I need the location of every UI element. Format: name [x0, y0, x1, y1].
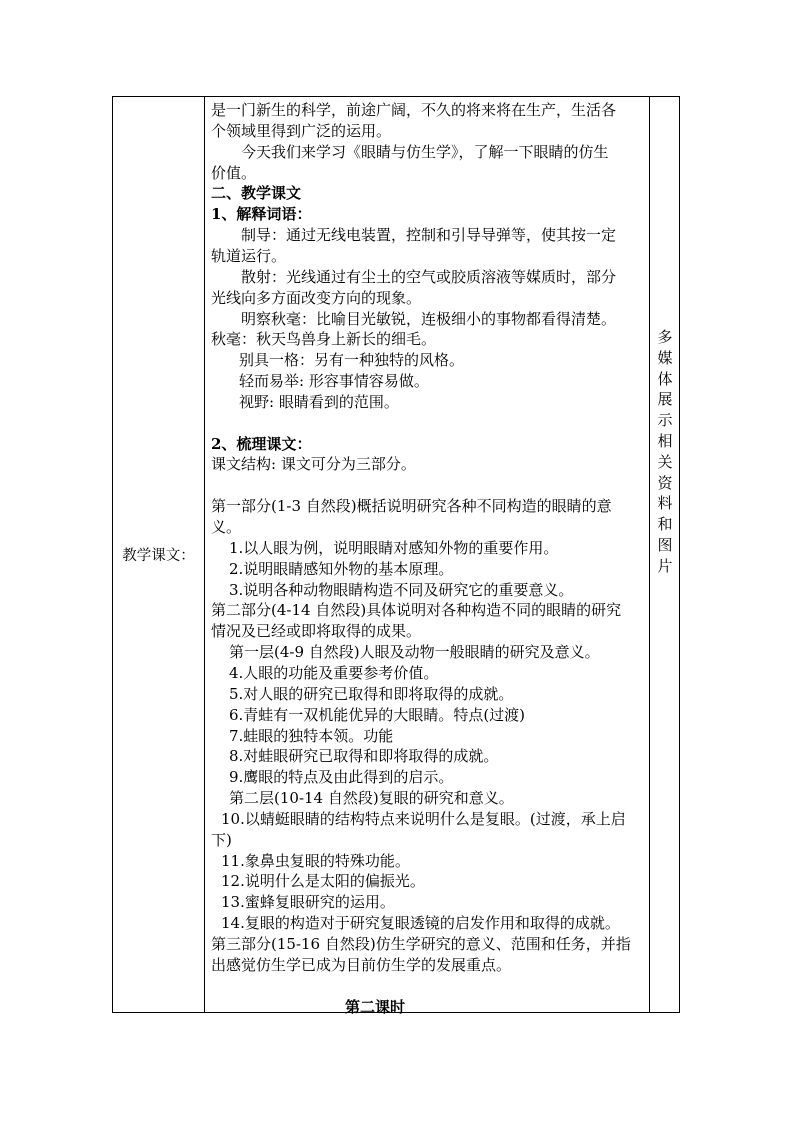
text-line: 9.鹰眼的特点及由此得到的启示。	[229, 768, 454, 787]
text-line: 6.青蛙有一双机能优异的大眼睛。特点(过渡)	[229, 705, 526, 724]
text-line: 制导：通过无线电装置，控制和引导导弹等，使其按一定	[241, 226, 617, 245]
text-line: 别具一格：另有一种独特的风格。	[239, 351, 465, 370]
text-line: 12.说明什么是太阳的偏振光。	[221, 872, 425, 891]
text-line: 1.以人眼为例，说明眼睛对感知外物的重要作用。	[229, 538, 559, 557]
text-line: 个领域里得到广泛的运用。	[211, 121, 392, 140]
text-line: 2、梳理课文：	[211, 434, 312, 453]
text-line: 价值。	[211, 163, 257, 182]
text-line: 轻而易举: 形容事情容易做。	[239, 372, 429, 391]
text-line: 视野: 眼睛看到的范围。	[239, 392, 399, 411]
text-line: 秋毫：秋天鸟兽身上新长的细毛。	[211, 330, 437, 349]
text-line: 第一部分(1-3 自然段)概括说明研究各种不同构造的眼睛的意	[211, 497, 612, 516]
text-line: 3.说明各种动物眼睛构造不同及研究它的重要意义。	[229, 580, 574, 599]
side-note-char: 料	[657, 494, 673, 513]
text-line: 4.人眼的功能及重要参考价值。	[229, 663, 439, 682]
column-divider	[204, 97, 205, 1012]
text-line: 14.复眼的构造对于研究复眼透镜的启发作用和取得的成就。	[221, 914, 620, 933]
text-line: 情况及已经或即将取得的成果。	[211, 622, 422, 641]
text-line: 出感觉仿生学已成为目前仿生学的发展重点。	[211, 955, 512, 974]
side-note-char: 图	[657, 536, 673, 554]
text-line: 课文结构: 课文可分为三部分。	[211, 455, 416, 474]
text-line: 今天我们来学习《眼睛与仿生学》，了解一下眼睛的仿生	[241, 142, 609, 161]
side-note-char: 媒	[657, 348, 673, 367]
text-line: 第二层(10-14 自然段)复眼的研究和意义。	[229, 789, 514, 808]
text-line: 轨道运行。	[211, 246, 287, 265]
text-line: 11.象鼻虫复眼的特殊功能。	[221, 851, 410, 870]
side-note-char: 体	[657, 369, 673, 388]
text-line: 光线向多方面改变方向的现象。	[211, 288, 422, 307]
text-line: 10.以蜻蜓眼睛的结构特点来说明什么是复眼。(过渡，承上启	[221, 809, 626, 828]
text-line: 13.蜜蜂复眼研究的运用。	[221, 893, 395, 912]
side-note-char: 示	[657, 411, 673, 430]
text-line: 第二课时	[345, 997, 406, 1016]
side-note-char: 相	[657, 432, 673, 450]
text-line: 1、解释词语：	[211, 205, 312, 224]
text-line: 是一门新生的科学，前途广阔，不久的将来将在生产，生活各	[211, 101, 617, 119]
text-line: 义。	[211, 518, 242, 536]
side-note-char: 和	[657, 515, 673, 534]
side-note-char: 多	[657, 328, 673, 346]
text-line: 8.对蛙眼研究已取得和即将取得的成就。	[229, 747, 499, 766]
row-label: 教学课文：	[122, 548, 195, 564]
side-note-char: 展	[657, 390, 673, 409]
text-line: 2.说明眼睛感知外物的基本原理。	[229, 559, 454, 578]
text-line: 第二部分(4-14 自然段)具体说明对各种构造不同的眼睛的研究	[211, 601, 622, 620]
lesson-table	[112, 96, 680, 1016]
text-line: 第一层(4-9 自然段)人眼及动物一般眼睛的研究及意义。	[229, 643, 600, 662]
text-line: 第三部分(15-16 自然段)仿生学研究的意义、范围和任务，并指	[211, 935, 631, 953]
text-line: 明察秋毫：比喻目光敏锐，连极细小的事物都看得清楚。	[241, 309, 617, 328]
side-note-char: 资	[657, 473, 673, 492]
text-line: 下)	[211, 830, 232, 849]
side-note-char: 关	[657, 452, 673, 471]
side-note-char: 片	[657, 556, 673, 575]
text-line: 散射：光线通过有尘土的空气或胶质溶液等媒质时，部分	[241, 267, 617, 286]
side-note-cell	[650, 97, 680, 1012]
text-line: 二、教学课文	[211, 184, 302, 203]
text-line: 7.蛙眼的独特本领。功能	[229, 726, 394, 745]
text-line: 5.对人眼的研究已取得和即将取得的成就。	[229, 684, 514, 703]
label-cell	[113, 97, 204, 1012]
